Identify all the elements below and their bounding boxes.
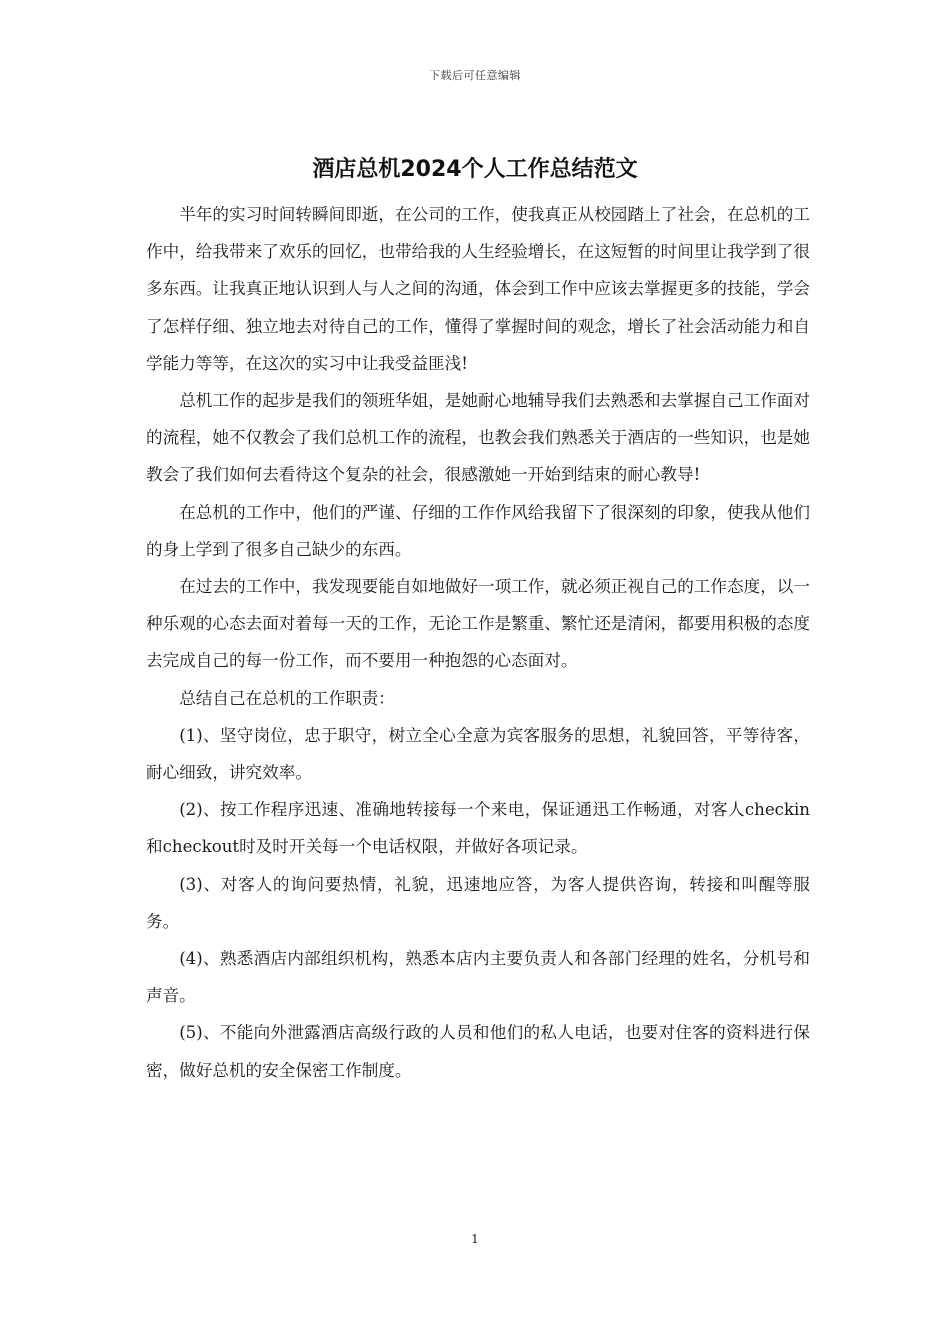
paragraph-duty-3: (3)、对客人的询问要热情，礼貌，迅速地应答，为客人提供咨询，转接和叫醒等服务。 xyxy=(146,874,810,931)
paragraph-intro: 半年的实习时间转瞬间即逝，在公司的工作，使我真正从校园踏上了社会，在总机的工作中，给我带来了欢乐的回忆，也带给我的人生经验增长，在这短暂的时间里让我学到了很多东西。让我真正地认识到人与人之间的沟通，体会到工作中应该去掌握更多的技能，学会了怎样仔细、独立地去对待自己的工作，懂得了掌握时间的观念，增长了社会活动能力和自学能力等等，在这次的实习中让我受益匪浅! xyxy=(146,205,810,373)
paragraph-duty-5: (5)、不能向外泄露酒店高级行政的人员和他们的私人电话，也要对住客的资料进行保密，做好总机的安全保密工作制度。 xyxy=(146,1023,810,1080)
page-number: 1 xyxy=(471,1232,479,1246)
document-title: 酒店总机2024个人工作总结范文 xyxy=(312,157,638,182)
paragraph-attitude: 在过去的工作中，我发现要能自如地做好一项工作，就必须正视自己的工作态度，以一种乐观的心态去面对着每一天的工作，无论工作是繁重、繁忙还是清闲，都要用积极的态度去完成自己的每一份工作，而不要用一种抱怨的心态面对。 xyxy=(146,577,810,671)
paragraph-duty-2: (2)、按工作程序迅速、准确地转接每一个来电，保证通迅工作畅通，对客人checkin和checkout时及时开关每一个电话权限，并做好各项记录。 xyxy=(146,800,810,857)
paragraph-supervisor: 总机工作的起步是我们的领班华姐，是她耐心地辅导我们去熟悉和去掌握自己工作面对的流程，她不仅教会了我们总机工作的流程，也教会我们熟悉关于酒店的一些知识，也是她教会了我们如何去看待这个复杂的社会，很感激她一开始到结束的耐心教导! xyxy=(146,391,810,485)
paragraph-colleagues: 在总机的工作中，他们的严谨、仔细的工作作风给我留下了很深刻的印象，使我从他们的身上学到了很多自己缺少的东西。 xyxy=(146,502,810,559)
paragraph-duty-4: (4)、熟悉酒店内部组织机构，熟悉本店内主要负责人和各部门经理的姓名，分机号和声音。 xyxy=(146,949,810,1006)
paragraph-duty-1: (1)、坚守岗位，忠于职守，树立全心全意为宾客服务的思想，礼貌回答，平等待客，耐心细致，讲究效率。 xyxy=(146,725,810,783)
document-body xyxy=(146,196,810,1089)
paragraph-duties-heading: 总结自己在总机的工作职责： xyxy=(179,688,395,708)
page-header-note: 下载后可任意编辑 xyxy=(429,69,521,82)
